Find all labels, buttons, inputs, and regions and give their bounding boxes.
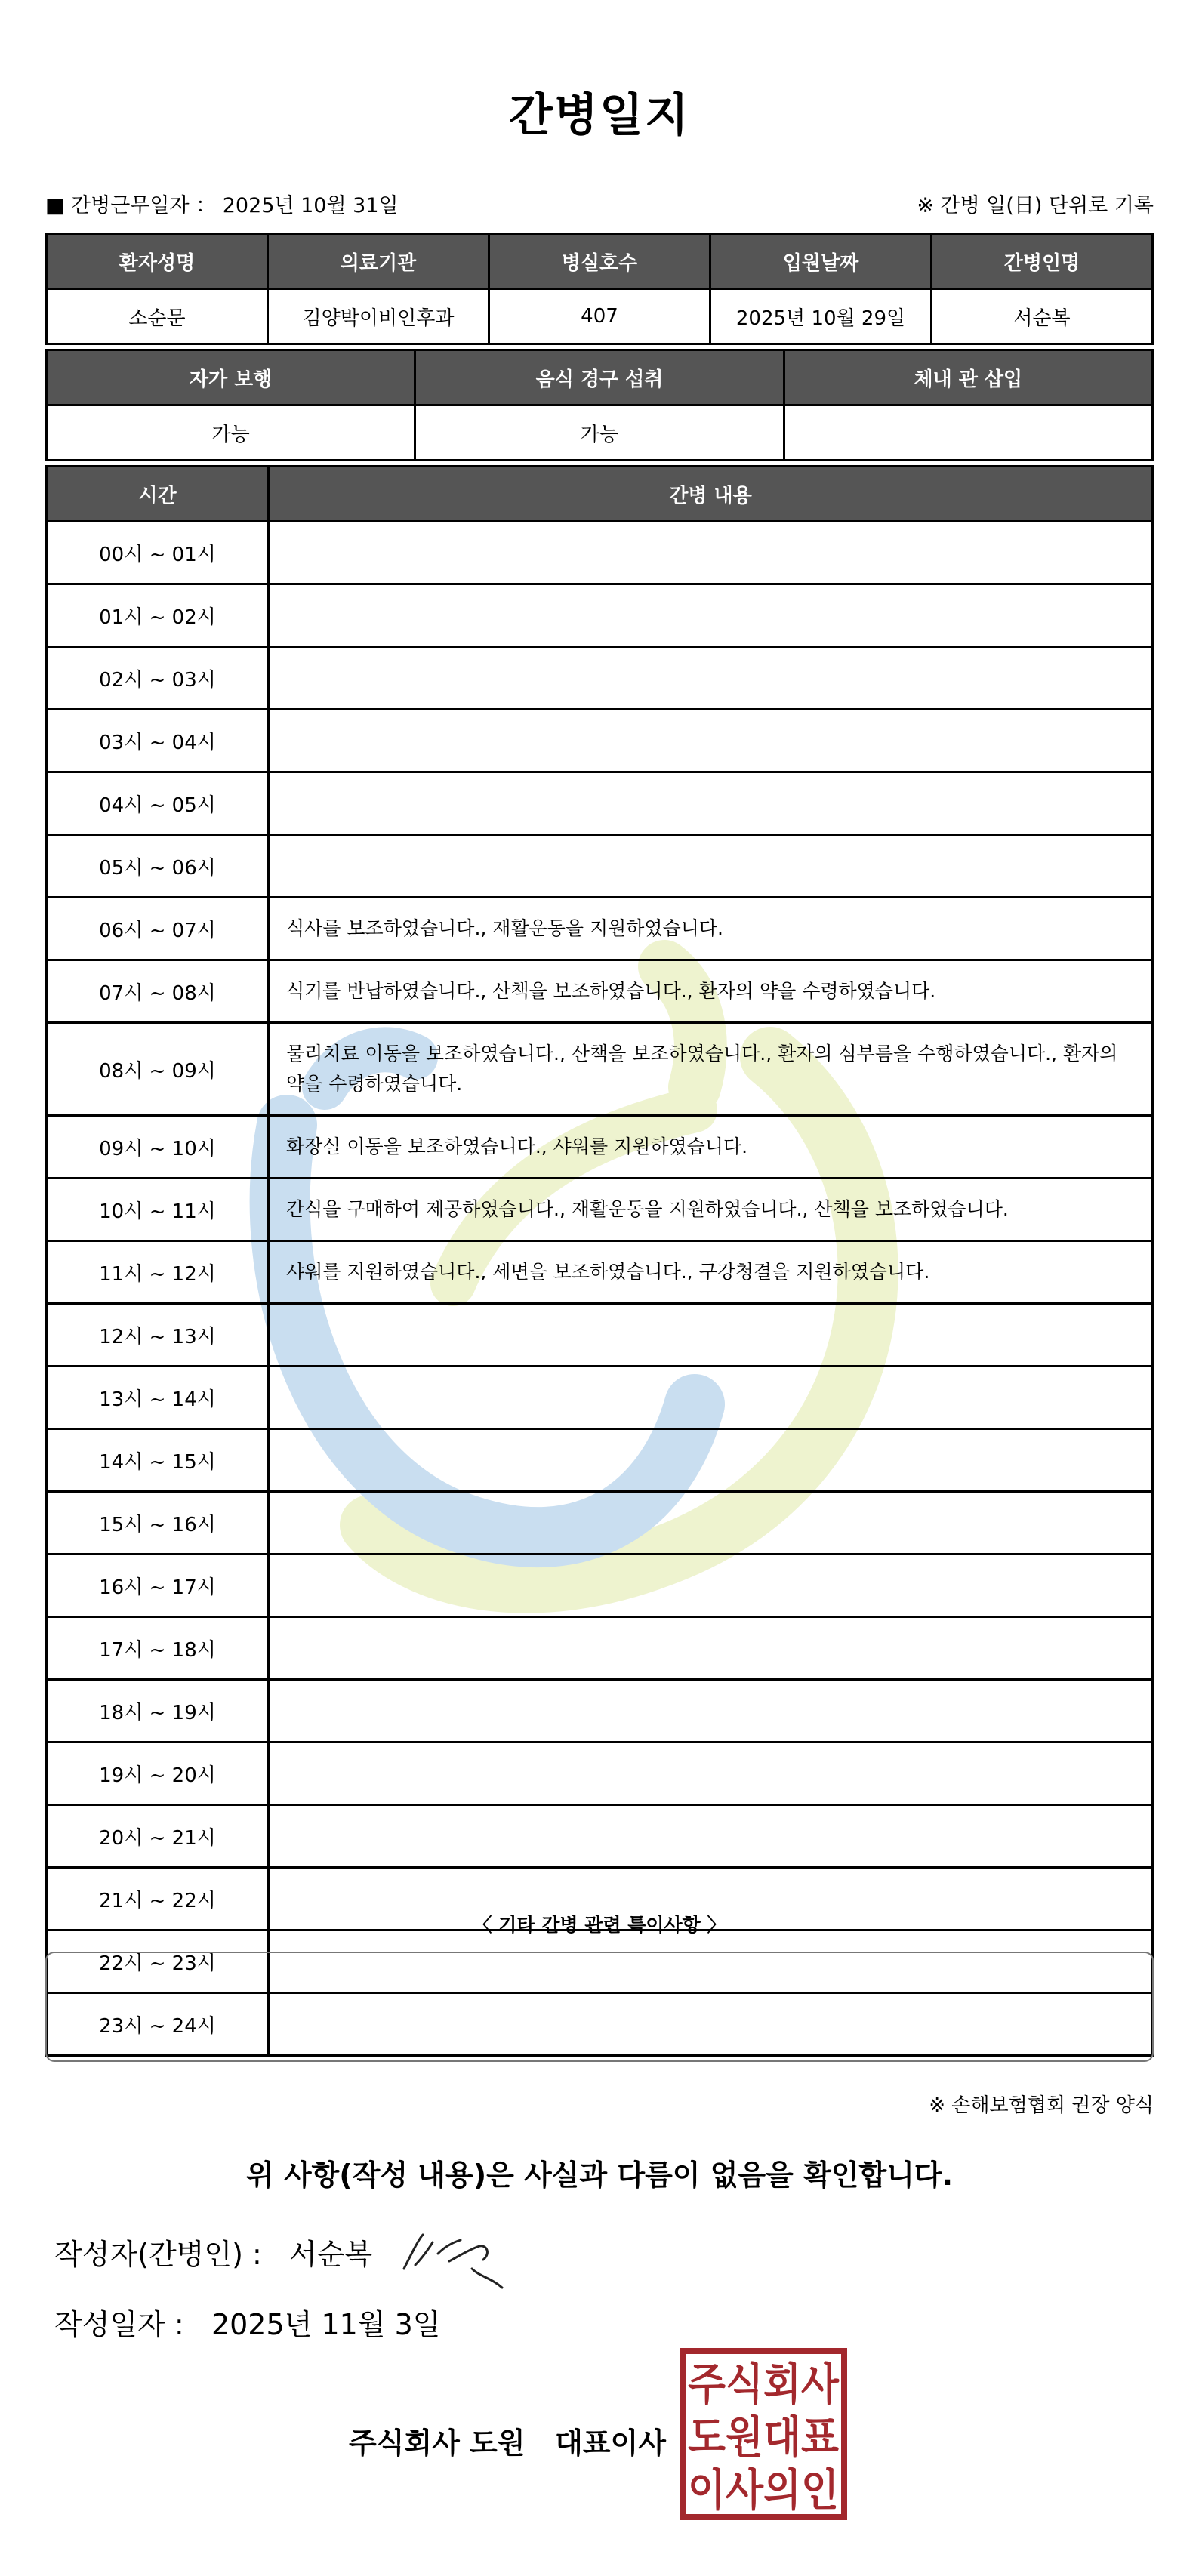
admission-date: 2025년 10월 29일 xyxy=(710,289,932,344)
table-row xyxy=(47,1680,1153,1742)
caregiver-name: 서순복 xyxy=(932,289,1153,344)
patient-info-table xyxy=(45,233,1154,345)
room-number: 407 xyxy=(489,289,710,344)
table-row xyxy=(47,1555,1153,1617)
header-admission-date: 입원날짜 xyxy=(710,234,932,289)
time-slot: 05시 ~ 06시 xyxy=(47,835,269,898)
table-row xyxy=(47,1367,1153,1429)
care-content: 화장실 이동을 보조하였습니다., 샤워를 지원하였습니다. xyxy=(269,1116,1153,1179)
association-note: ※ 손해보험협회 권장 양식 xyxy=(929,2094,1154,2117)
care-content xyxy=(269,1492,1153,1555)
time-slot: 04시 ~ 05시 xyxy=(47,772,269,835)
table-row xyxy=(47,1742,1153,1805)
time-slot: 17시 ~ 18시 xyxy=(47,1617,269,1680)
care-content: 물리치료 이동을 보조하였습니다., 산책을 보조하였습니다., 환자의 심부름을 수행하였습니다., 환자의 약을 수령하였습니다. xyxy=(269,1023,1153,1116)
time-slot: 16시 ~ 17시 xyxy=(47,1555,269,1617)
care-content: 간식을 구매하여 제공하였습니다., 재활운동을 지원하였습니다., 산책을 보조하였습니다. xyxy=(269,1179,1153,1241)
table-row xyxy=(47,647,1153,710)
time-slot: 08시 ~ 09시 xyxy=(47,1023,269,1116)
confirmation-statement: 위 사항(작성 내용)은 사실과 다름이 없음을 확인합니다. xyxy=(245,2158,954,2192)
time-slot: 20시 ~ 21시 xyxy=(47,1805,269,1868)
self-walking-value: 가능 xyxy=(47,405,415,461)
header-oral-intake: 음식 경구 섭취 xyxy=(415,350,784,405)
header-self-walking: 자가 보행 xyxy=(47,350,415,405)
care-content xyxy=(269,584,1153,647)
table-row xyxy=(47,1617,1153,1680)
care-content: 식기를 반납하였습니다., 산책을 보조하였습니다., 환자의 약을 수령하였습니다. xyxy=(269,960,1153,1023)
time-slot: 22시 ~ 23시 xyxy=(47,1930,269,1993)
tube-insertion-value xyxy=(784,405,1152,461)
care-content: 샤워를 지원하였습니다., 세면을 보조하였습니다., 구강청결을 지원하였습니다. xyxy=(269,1241,1153,1304)
writer-line: 작성자(간병인) : 서순복 xyxy=(54,2238,373,2271)
care-content xyxy=(269,647,1153,710)
header-care-content: 간병 내용 xyxy=(269,467,1153,522)
svg-text:주식회사: 주식회사 xyxy=(688,2359,840,2410)
time-slot: 23시 ~ 24시 xyxy=(47,1993,269,2056)
care-content: 식사를 보조하였습니다., 재활운동을 지원하였습니다. xyxy=(269,898,1153,960)
care-content xyxy=(269,710,1153,772)
table-row xyxy=(47,1241,1153,1304)
time-slot: 15시 ~ 16시 xyxy=(47,1492,269,1555)
header-time: 시간 xyxy=(47,467,269,522)
care-content xyxy=(269,1304,1153,1367)
work-date: ■ 간병근무일자 ： 2025년 10월 31일 xyxy=(45,194,399,217)
remarks-box xyxy=(45,1952,1154,2062)
hospital-name: 김양박이비인후과 xyxy=(268,289,489,344)
time-slot: 14시 ~ 15시 xyxy=(47,1429,269,1492)
table-row xyxy=(47,1429,1153,1492)
time-slot: 10시 ~ 11시 xyxy=(47,1179,269,1241)
header-room-number: 병실호수 xyxy=(489,234,710,289)
care-content xyxy=(269,522,1153,584)
time-slot: 00시 ~ 01시 xyxy=(47,522,269,584)
header-caregiver-name: 간병인명 xyxy=(932,234,1153,289)
table-row xyxy=(47,772,1153,835)
time-slot: 09시 ~ 10시 xyxy=(47,1116,269,1179)
table-row xyxy=(47,898,1153,960)
record-note: ※ 간병 일(日) 단위로 기록 xyxy=(917,194,1154,217)
svg-text:도원대표: 도원대표 xyxy=(688,2411,839,2463)
patient-status-table xyxy=(45,349,1154,461)
document-title: 간병일지 xyxy=(509,89,690,142)
time-slot: 18시 ~ 19시 xyxy=(47,1680,269,1742)
time-slot: 03시 ~ 04시 xyxy=(47,710,269,772)
time-slot: 11시 ~ 12시 xyxy=(47,1241,269,1304)
oral-intake-value: 가능 xyxy=(415,405,784,461)
time-slot: 19시 ~ 20시 xyxy=(47,1742,269,1805)
care-log-table xyxy=(45,465,1154,2057)
care-content xyxy=(269,772,1153,835)
table-row xyxy=(47,710,1153,772)
table-row xyxy=(47,522,1153,584)
care-content xyxy=(269,1429,1153,1492)
patient-name: 소순문 xyxy=(47,289,268,344)
remarks-label: 〈 기타 간병 관련 특이사항 〉 xyxy=(473,1914,726,1936)
header-tube-insertion: 체내 관 삽입 xyxy=(784,350,1152,405)
table-row xyxy=(47,1304,1153,1367)
table-row xyxy=(47,1179,1153,1241)
time-slot: 12시 ~ 13시 xyxy=(47,1304,269,1367)
care-content xyxy=(269,1742,1153,1805)
care-content xyxy=(269,1555,1153,1617)
table-row xyxy=(47,960,1153,1023)
header-patient-name: 환자성명 xyxy=(47,234,268,289)
care-content xyxy=(269,1617,1153,1680)
table-row xyxy=(47,1805,1153,1868)
svg-text:이사의인: 이사의인 xyxy=(688,2464,839,2516)
write-date-line: 작성일자 : 2025년 11월 3일 xyxy=(54,2308,441,2341)
table-row xyxy=(47,584,1153,647)
company-seal-stamp xyxy=(680,2348,847,2520)
table-row xyxy=(47,835,1153,898)
time-slot: 02시 ~ 03시 xyxy=(47,647,269,710)
table-row xyxy=(47,1116,1153,1179)
time-slot: 01시 ~ 02시 xyxy=(47,584,269,647)
time-slot: 07시 ~ 08시 xyxy=(47,960,269,1023)
care-content xyxy=(269,1680,1153,1742)
time-slot: 21시 ~ 22시 xyxy=(47,1868,269,1930)
care-content xyxy=(269,1805,1153,1868)
table-row xyxy=(47,1492,1153,1555)
care-content xyxy=(269,1367,1153,1429)
time-slot: 06시 ~ 07시 xyxy=(47,898,269,960)
company-name: 주식회사 도원 대표이사 xyxy=(349,2427,666,2460)
header-hospital: 의료기관 xyxy=(268,234,489,289)
time-slot: 13시 ~ 14시 xyxy=(47,1367,269,1429)
handwritten-signature xyxy=(396,2223,517,2291)
table-row xyxy=(47,1023,1153,1116)
care-content xyxy=(269,835,1153,898)
